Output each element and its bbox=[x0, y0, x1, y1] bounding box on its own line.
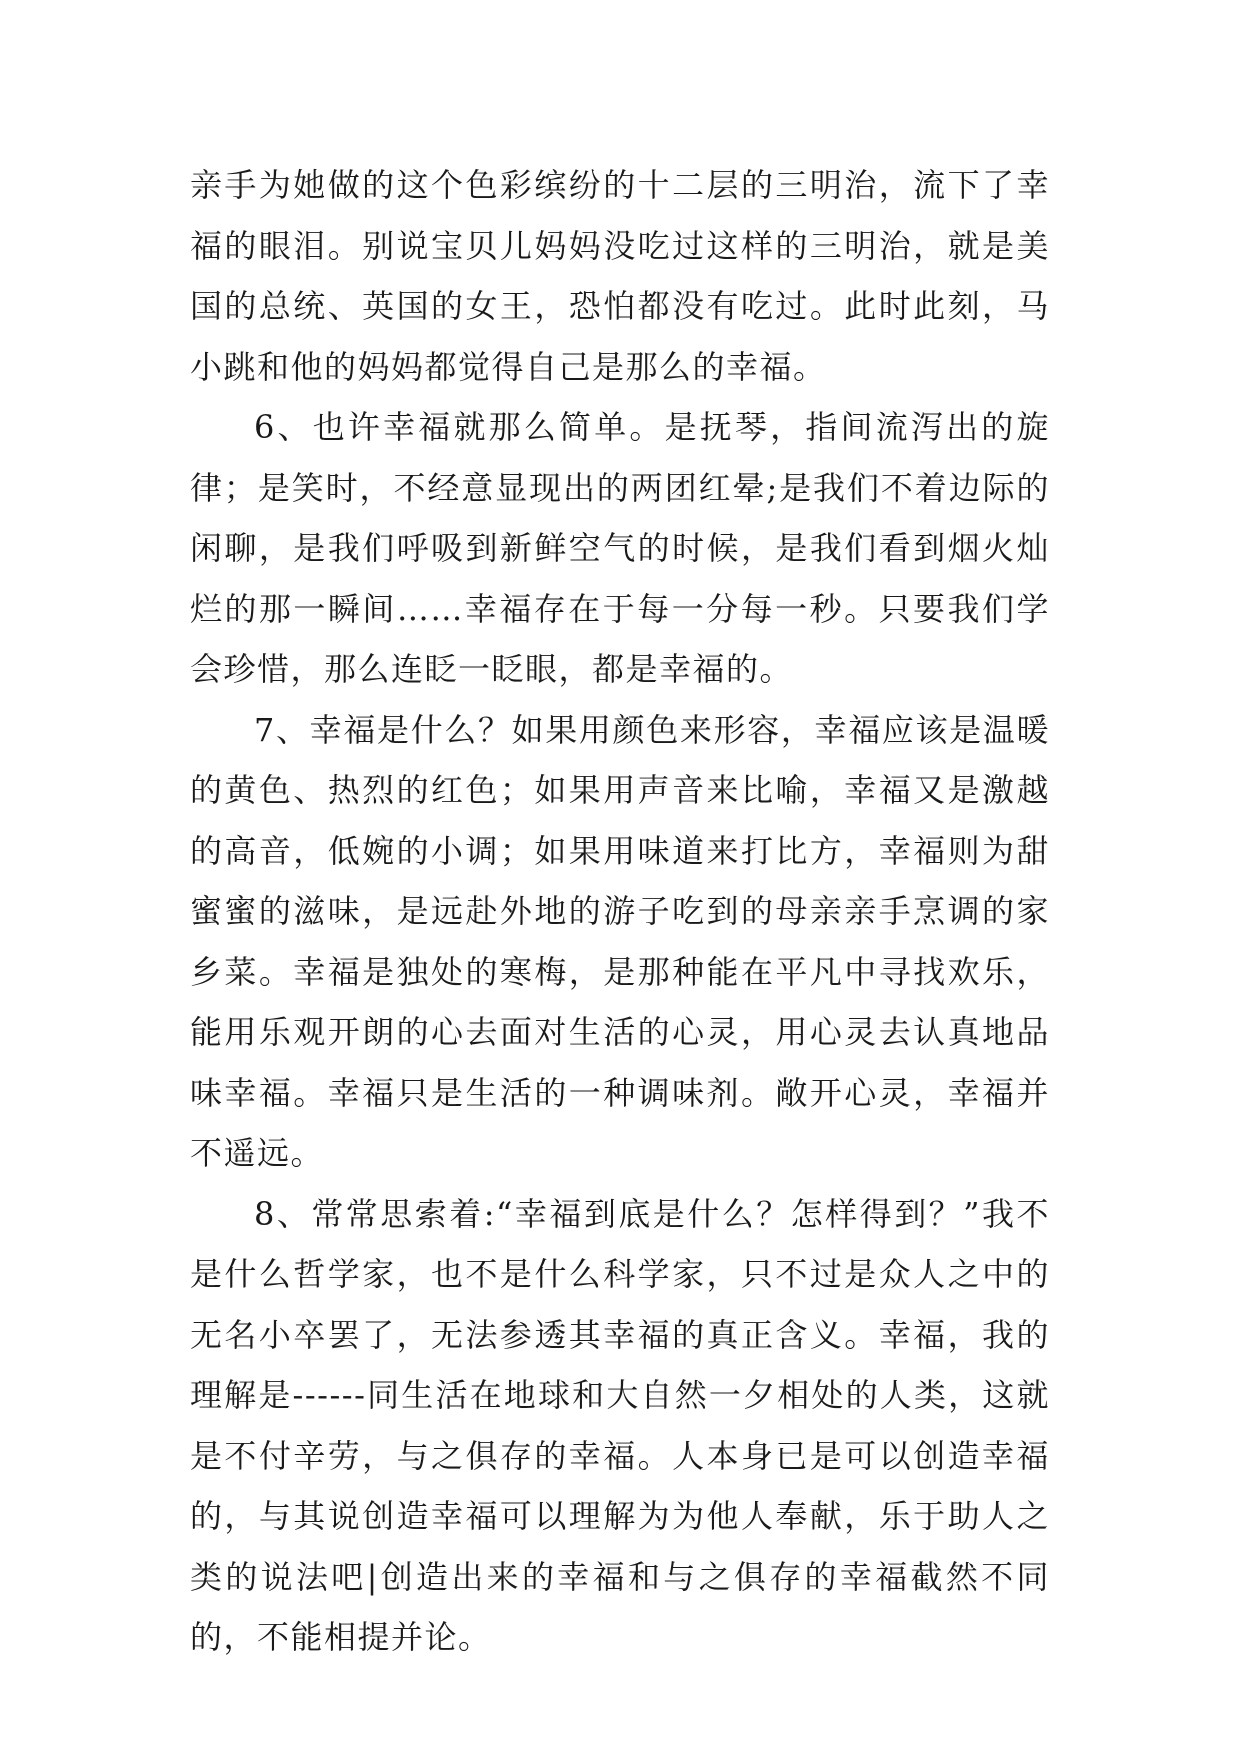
paragraph-6: 6、也许幸福就那么简单。是抚琴，指间流泻出的旋律；是笑时，不经意显现出的两团红晕;是我们不着边际的闲聊，是我们呼吸到新鲜空气的时候，是我们看到烟火灿烂的那一瞬间……幸福存在于每一分每一秒。只要我们学会珍惜，那么连眨一眨眼，都是幸福的。 bbox=[190, 408, 1050, 688]
paragraph-continuation: 亲手为她做的这个色彩缤纷的十二层的三明治，流下了幸福的眼泪。别说宝贝儿妈妈没吃过这样的三明治，就是美国的总统、英国的女王，恐怕都没有吃过。此时此刻，马小跳和他的妈妈都觉得自己是那么的幸福。 bbox=[190, 166, 1050, 386]
document-body bbox=[190, 155, 1050, 1668]
paragraph-8: 8、常常思索着:“幸福到底是什么？怎样得到？”我不是什么哲学家，也不是什么科学家，只不过是众人之中的无名小卒罢了，无法参透其幸福的真正含义。幸福，我的理解是------同生活在地球和大自然一夕相处的人类，这就是不付辛劳，与之俱存的幸福。人本身已是可以创造幸福的，与其说创造幸福可以理解为为他人奉献，乐于助人之类的说法吧|创造出来的幸福和与之俱存的幸福截然不同的，不能相提并论。 bbox=[190, 1194, 1050, 1656]
paragraph-7: 7、幸福是什么？如果用颜色来形容，幸福应该是温暖的黄色、热烈的红色；如果用声音来比喻，幸福又是激越的高音，低婉的小调；如果用味道来打比方，幸福则为甜蜜蜜的滋味，是远赴外地的游子吃到的母亲亲手烹调的家乡菜。幸福是独处的寒梅，是那种能在平凡中寻找欢乐，能用乐观开朗的心去面对生活的心灵，用心灵去认真地品味幸福。幸福只是生活的一种调味剂。敞开心灵，幸福并不遥远。 bbox=[190, 710, 1050, 1172]
